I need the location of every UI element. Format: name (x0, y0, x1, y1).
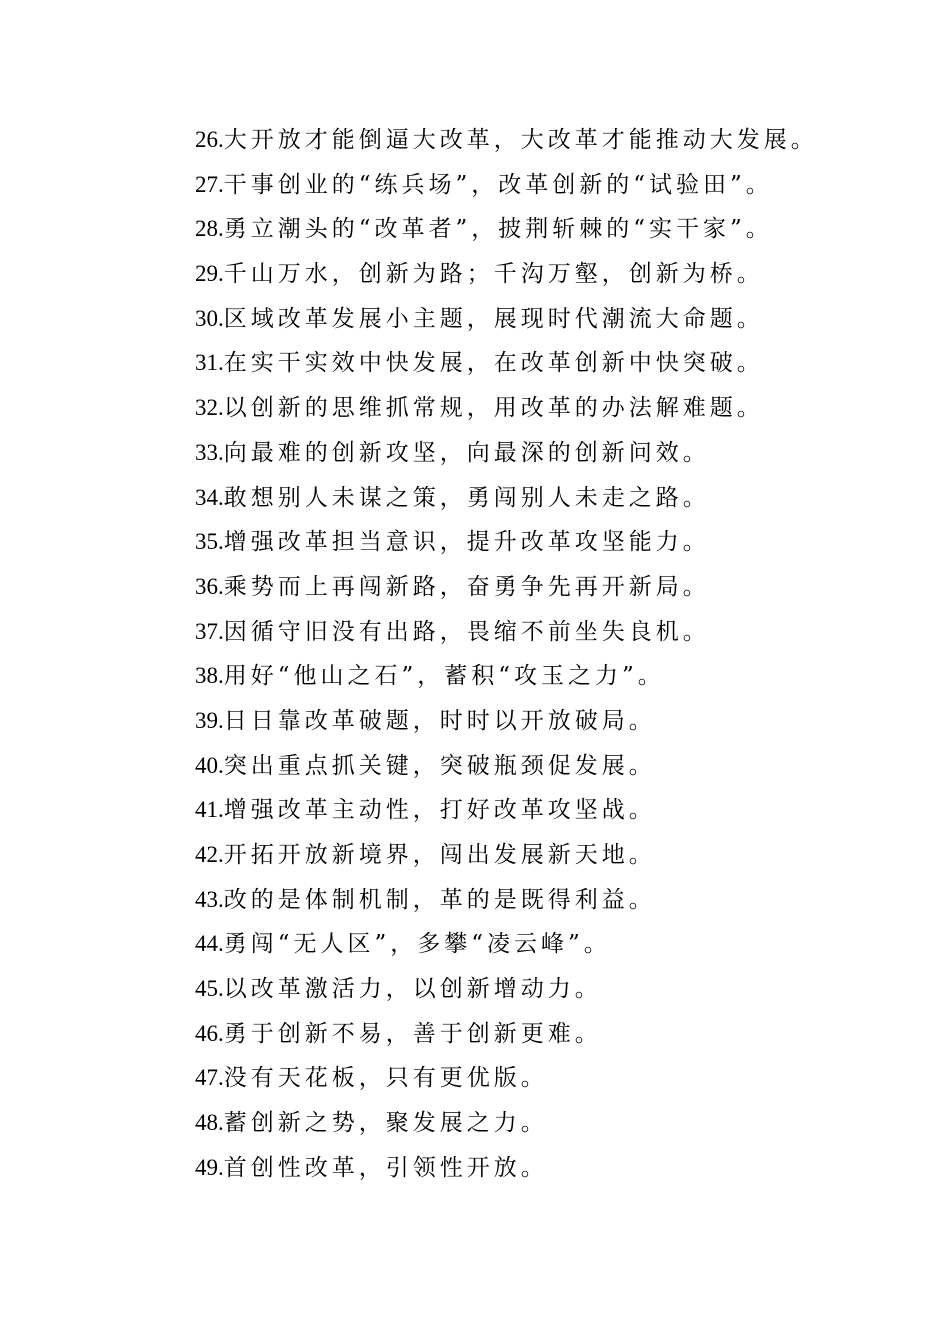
item-text: 用好“他山之石”，蓄积“攻玉之力”。 (223, 663, 665, 690)
list-item (195, 252, 915, 297)
item-text: 蓄创新之势，聚发展之力。 (223, 1110, 548, 1137)
list-item (195, 1146, 915, 1191)
item-number: 33. (195, 439, 224, 465)
item-text: 增强改革主动性，打好改革攻坚战。 (223, 797, 656, 824)
list-item (195, 922, 915, 967)
item-text: 因循守旧没有出路，畏缩不前坐失良机。 (223, 618, 710, 645)
list-item (195, 699, 915, 744)
item-text: 区域改革发展小主题，展现时代潮流大命题。 (223, 305, 764, 332)
list-item (195, 1056, 915, 1101)
item-number: 34. (195, 484, 224, 510)
item-number: 47. (195, 1065, 224, 1091)
list-item (195, 163, 915, 208)
item-number: 36. (195, 573, 224, 599)
list-item (195, 1012, 915, 1057)
item-text: 日日靠改革破题，时时以开放破局。 (223, 707, 656, 734)
item-text: 突出重点抓关键，突破瓶颈促发展。 (223, 752, 656, 779)
item-number: 37. (195, 618, 224, 644)
item-number: 44. (195, 931, 224, 957)
item-text: 干事创业的“练兵场”，改革创新的“试验田”。 (223, 171, 773, 198)
item-number: 32. (195, 395, 224, 421)
item-text: 没有天花板，只有更优版。 (223, 1065, 548, 1092)
list-item (195, 386, 915, 431)
list-item (195, 878, 915, 923)
item-number: 48. (195, 1110, 224, 1136)
item-number: 49. (195, 1154, 224, 1180)
item-text: 勇立潮头的“改革者”，披荆斩棘的“实干家”。 (223, 216, 773, 243)
item-number: 26. (195, 127, 224, 152)
item-number: 31. (195, 350, 224, 376)
item-text: 勇于创新不易，善于创新更难。 (223, 1020, 602, 1047)
item-number: 40. (195, 752, 224, 778)
item-text: 向最难的创新攻坚，向最深的创新问效。 (223, 439, 710, 466)
item-text: 乘势而上再闯新路，奋勇争先再开新局。 (223, 573, 710, 600)
list-item (195, 833, 915, 878)
item-number: 43. (195, 886, 224, 912)
item-text: 首创性改革，引领性开放。 (223, 1154, 548, 1181)
list-item (195, 654, 915, 699)
list-item (195, 476, 915, 521)
list-item (195, 431, 915, 476)
item-text: 开拓开放新境界，闯出发展新天地。 (223, 842, 656, 868)
item-number: 35. (195, 529, 224, 555)
item-text: 勇闯“无人区”，多攀“凌云峰”。 (223, 931, 611, 958)
item-number: 39. (195, 707, 224, 733)
item-number: 38. (195, 663, 224, 689)
list-item (195, 788, 915, 833)
item-number: 28. (195, 216, 224, 242)
item-number: 30. (195, 305, 224, 331)
item-number: 45. (195, 976, 224, 1002)
list-item (195, 610, 915, 655)
list-item (195, 565, 915, 610)
item-text: 千山万水，创新为路；千沟万壑，创新为桥。 (223, 261, 764, 288)
item-number: 41. (195, 797, 224, 823)
list-item (195, 341, 915, 386)
item-number: 42. (195, 842, 224, 867)
slogan-list (195, 118, 915, 1191)
list-item (195, 520, 915, 565)
item-number: 27. (195, 171, 224, 197)
list-item (195, 967, 915, 1012)
item-text: 改的是体制机制，革的是既得利益。 (223, 886, 656, 913)
item-number: 46. (195, 1020, 224, 1046)
item-number: 29. (195, 261, 224, 287)
list-item (195, 1101, 915, 1146)
item-text: 以创新的思维抓常规，用改革的办法解难题。 (223, 395, 764, 422)
list-item (195, 297, 915, 342)
item-text: 以改革激活力，以创新增动力。 (223, 976, 602, 1003)
item-text: 在实干实效中快发展，在改革创新中快突破。 (223, 350, 764, 377)
list-item (195, 744, 915, 789)
item-text: 敢想别人未谋之策，勇闯别人未走之路。 (223, 484, 710, 511)
item-text: 大开放才能倒逼大改革，大改革才能推动大发展。 (223, 127, 818, 153)
item-text: 增强改革担当意识，提升改革攻坚能力。 (223, 529, 710, 556)
list-item (195, 118, 915, 163)
list-item (195, 207, 915, 252)
